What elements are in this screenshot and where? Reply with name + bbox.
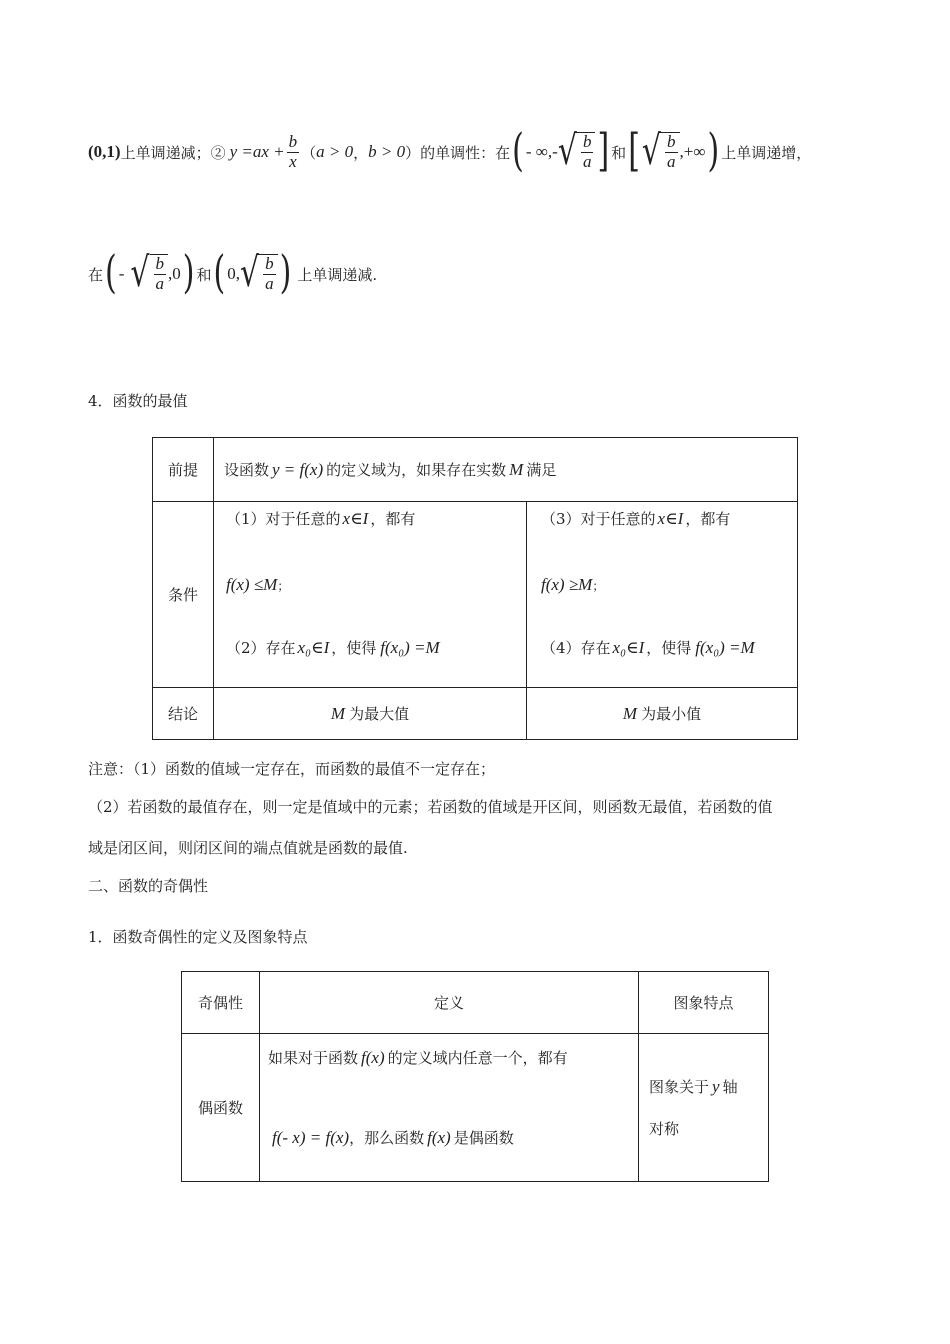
- header-parity: 奇偶性: [182, 972, 260, 1034]
- condition-min-cell: （3）对于任意的 x∈I ，都有 f(x) ≥M； （4）存在 x₀∈I ，使得 f(x₀) =M: [527, 502, 798, 688]
- cond-a: a > 0: [316, 142, 354, 161]
- conclusion-min: M 为最小值: [527, 688, 798, 740]
- text-decreasing-2: 上单调递减.: [297, 265, 378, 284]
- premise-label: 前提: [153, 438, 214, 502]
- note-2: （2）若函数的最值存在，则一定是值域中的元素；若函数的值域是开区间，则函数无最值，若函数的值: [88, 798, 773, 816]
- bracket-open: (: [512, 125, 524, 178]
- interval-3-left: -: [118, 264, 125, 283]
- interval-0-1: (0,1): [88, 142, 121, 161]
- bracket-open-2: [: [628, 125, 640, 178]
- cond-sep: ，: [353, 143, 369, 162]
- max-min-table: [152, 437, 798, 740]
- frac-numerator: b: [288, 131, 298, 151]
- note-3: 域是闭区间，则闭区间的端点值就是函数的最值.: [88, 839, 408, 857]
- interval-left-part: - ∞,-: [525, 142, 558, 161]
- interval-4-left: 0,: [227, 264, 240, 283]
- sqrt-b-over-a-2: √ $\frac{b}{a}$: [642, 132, 680, 171]
- even-definition-cell: 如果对于函数 f(x) 的定义域内任意一个，都有 f(- x) = f(x)，那么函数 f(x) 是偶函数: [260, 1034, 639, 1182]
- condition-label: 条件: [153, 502, 214, 688]
- monotonic-line-2: 在 ( - √ $\frac{b}{a}$ ,0 ) 和 ( 0, √ $\frac{b}{a}$ ) 上单调递减.: [88, 247, 378, 300]
- sqrt-b-over-a: √ $\frac{b}{a}$: [558, 132, 596, 171]
- sqrt-b-over-a-4: √ $\frac{b}{a}$: [240, 254, 278, 293]
- interval-right-part: ,+∞: [679, 142, 706, 161]
- header-graph-feature: 图象特点: [639, 972, 769, 1034]
- func-lhs: y =ax +: [229, 142, 285, 161]
- radical-sign: √: [557, 127, 577, 175]
- header-definition: 定义: [260, 972, 639, 1034]
- section-2-heading: 二、函数的奇偶性: [88, 877, 209, 895]
- cond-b: b > 0: [368, 142, 406, 161]
- conclusion-label: 结论: [153, 688, 214, 740]
- sqrt-b-over-a-3: √ $\frac{b}{a}$: [130, 254, 168, 293]
- section-4-heading: 4．函数的最值: [88, 392, 188, 410]
- text-increasing: 上单调递增，: [721, 143, 812, 162]
- condition-max-cell: （1）对于任意的 x∈I ，都有 f(x) ≤M； （2）存在 x₀∈I ，使得 f(x₀) =M: [214, 502, 527, 688]
- and-1: 和: [611, 143, 627, 162]
- and-2: 和: [196, 265, 212, 284]
- text-decreasing: 上单调递减；②: [120, 143, 226, 162]
- conclusion-max: M 为最大值: [214, 688, 527, 740]
- row-even-function: 偶函数: [182, 1034, 260, 1182]
- premise-cell: 设函数 y = f(x) 的定义域为，如果存在实数 M 满足: [214, 438, 798, 502]
- interval-3-right: ,0: [168, 264, 181, 283]
- cond-open: （: [301, 143, 317, 162]
- fraction-b-over-x: [287, 133, 300, 171]
- text-zai: 在: [88, 265, 104, 284]
- note-1: 注意：（1）函数的值域一定存在，而函数的最值不一定存在；: [88, 760, 496, 778]
- bracket-close: ]: [597, 125, 610, 178]
- parity-table: [181, 971, 769, 1182]
- bracket-close-2: ): [707, 125, 720, 178]
- frac-denominator: x: [289, 151, 297, 171]
- sub-1-heading: 1．函数奇偶性的定义及图象特点: [88, 928, 308, 946]
- monotonic-line-1: [88, 122, 811, 182]
- cond-close: ）的单调性：在: [405, 143, 511, 162]
- even-graph-feature-cell: 图象关于 y 轴 对称: [639, 1034, 769, 1182]
